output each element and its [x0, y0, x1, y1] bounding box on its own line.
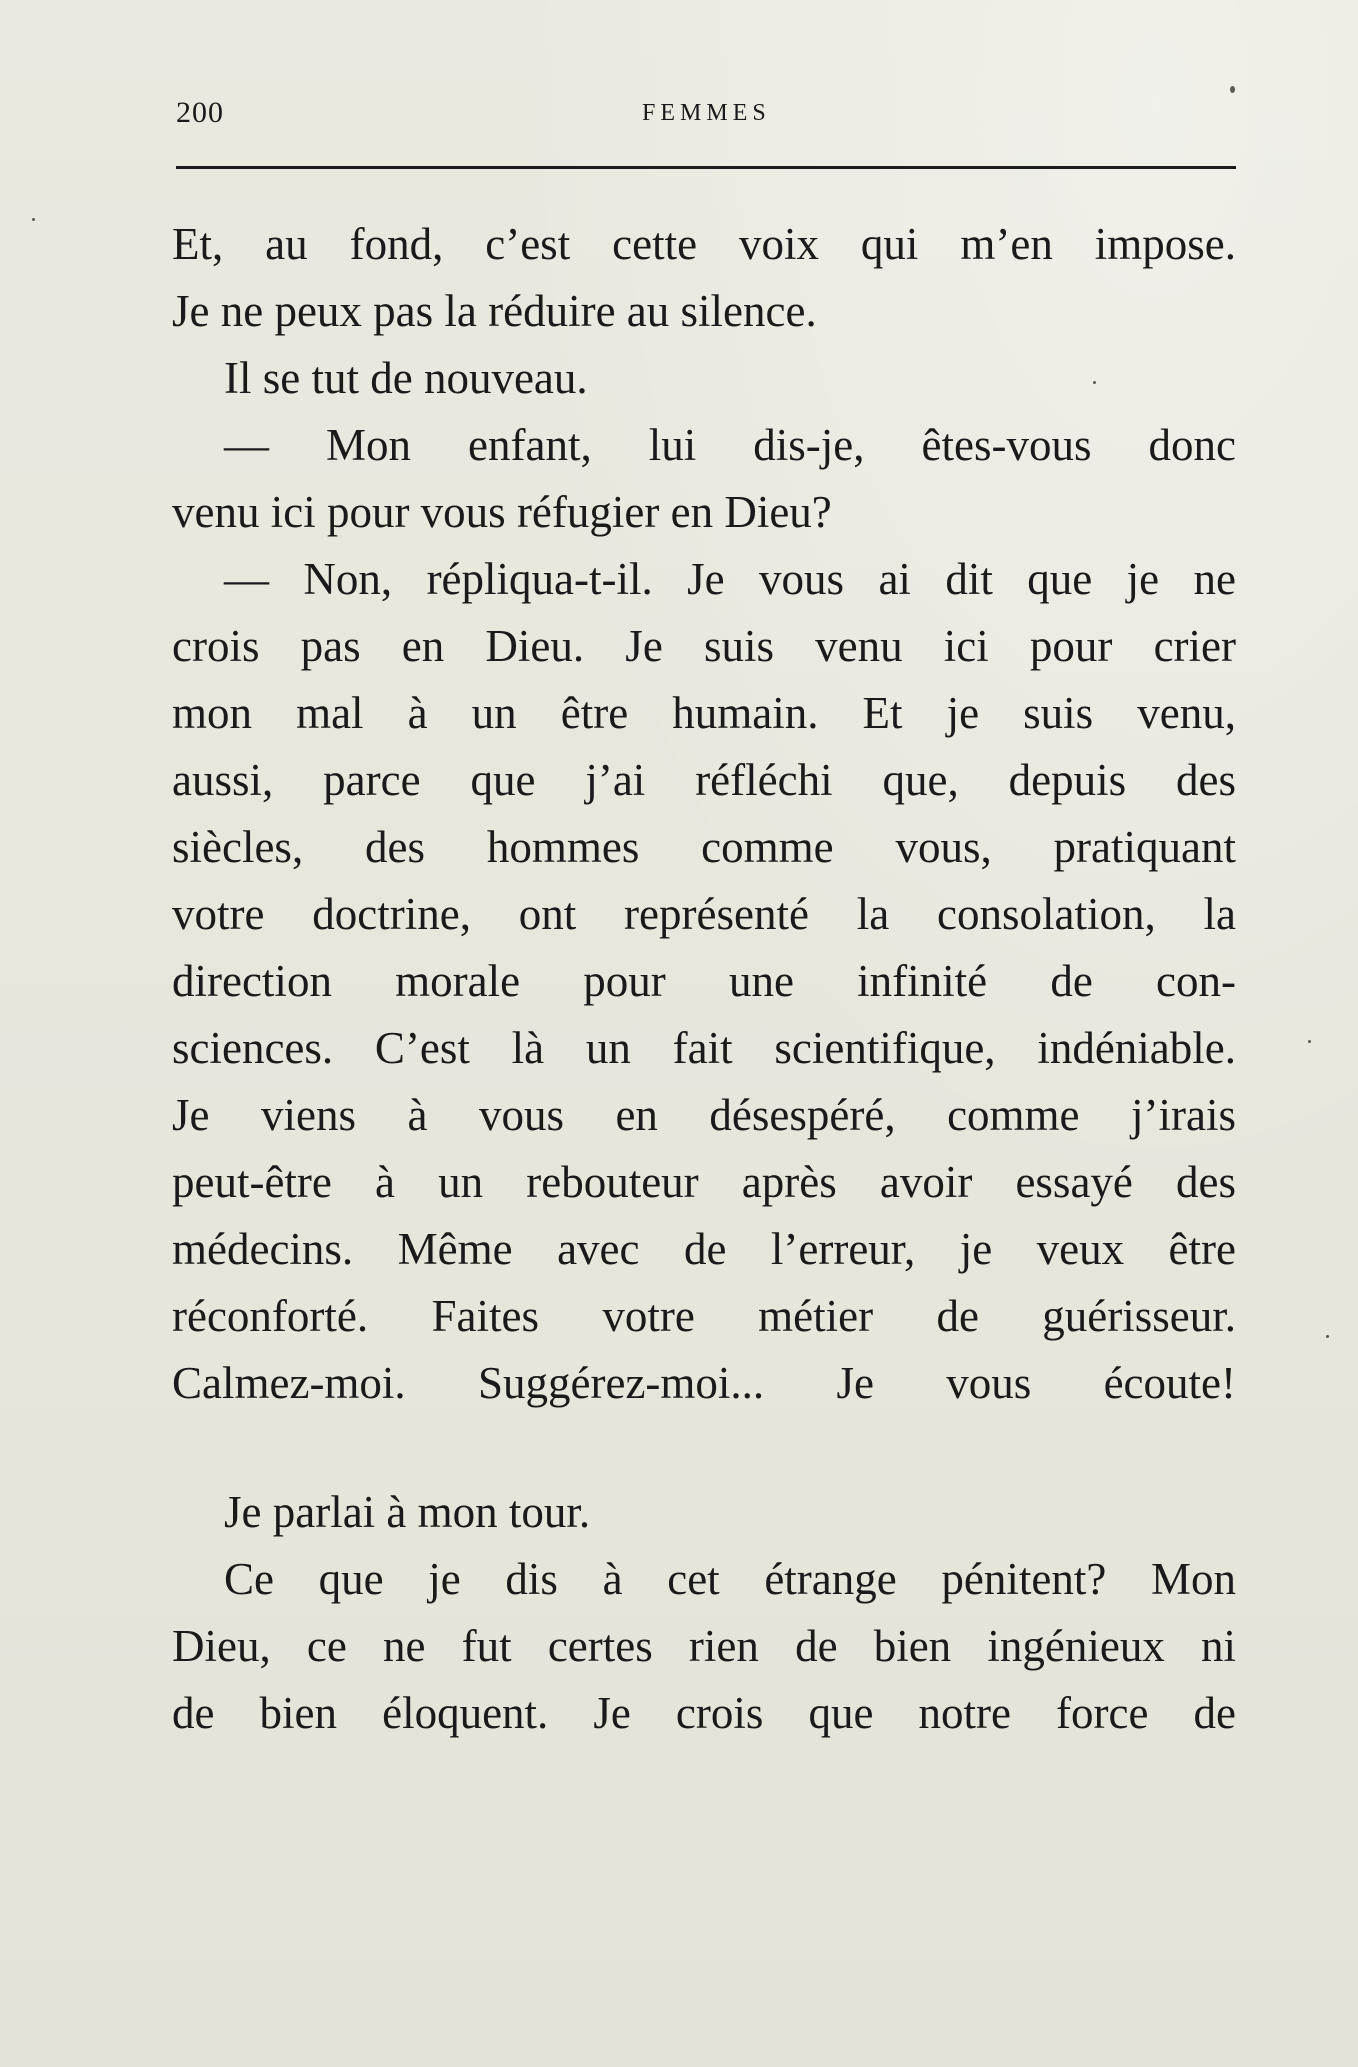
- text-line: Calmez-moi. Suggérez-moi... Je vous écoute!: [172, 1358, 1236, 1408]
- text-line: crois pas en Dieu. Je suis venu ici pour crier: [172, 621, 1236, 671]
- paper-speck: [1326, 1335, 1329, 1338]
- text-line: — Mon enfant, lui dis-je, êtes-vous donc: [224, 420, 1236, 470]
- text-line: Je ne peux pas la réduire au silence.: [172, 286, 817, 336]
- text-line: votre doctrine, ont représenté la consolation, la: [172, 889, 1236, 939]
- text-line: mon mal à un être humain. Et je suis venu,: [172, 688, 1236, 738]
- running-title: FEMMES: [642, 100, 771, 126]
- text-line: siècles, des hommes comme vous, pratiquant: [172, 822, 1236, 872]
- text-line: de bien éloquent. Je crois que notre force de: [172, 1688, 1236, 1738]
- text-line: Dieu, ce ne fut certes rien de bien ingénieux ni: [172, 1621, 1236, 1671]
- text-line: Et, au fond, c’est cette voix qui m’en impose.: [172, 219, 1236, 269]
- text-line: direction morale pour une infinité de con-: [172, 956, 1236, 1006]
- paper-speck: [1230, 86, 1235, 93]
- page-number: 200: [176, 96, 224, 129]
- body-text: [172, 211, 1236, 1747]
- text-line: — Non, répliqua-t-il. Je vous ai dit que je ne: [224, 554, 1236, 604]
- paper-speck: [1093, 381, 1096, 384]
- text-line: Ce que je dis à cet étrange pénitent? Mon: [224, 1554, 1236, 1604]
- text-line: Je parlai à mon tour.: [224, 1487, 591, 1537]
- text-line: Je viens à vous en désespéré, comme j’irais: [172, 1090, 1236, 1140]
- text-line: Il se tut de nouveau.: [224, 353, 588, 403]
- text-line: peut-être à un rebouteur après avoir essayé des: [172, 1157, 1236, 1207]
- text-line: réconforté. Faites votre métier de guérisseur.: [172, 1291, 1236, 1341]
- text-line: venu ici pour vous réfugier en Dieu?: [172, 487, 832, 537]
- paper-speck: [32, 218, 35, 221]
- paragraph-gap: [172, 1417, 1236, 1479]
- header-rule: [176, 166, 1236, 169]
- page-header: [176, 96, 1236, 136]
- text-line: médecins. Même avec de l’erreur, je veux être: [172, 1224, 1236, 1274]
- text-line: aussi, parce que j’ai réfléchi que, depuis des: [172, 755, 1236, 805]
- paper-speck: [1308, 1040, 1311, 1043]
- text-line: sciences. C’est là un fait scientifique, indéniable.: [172, 1023, 1236, 1073]
